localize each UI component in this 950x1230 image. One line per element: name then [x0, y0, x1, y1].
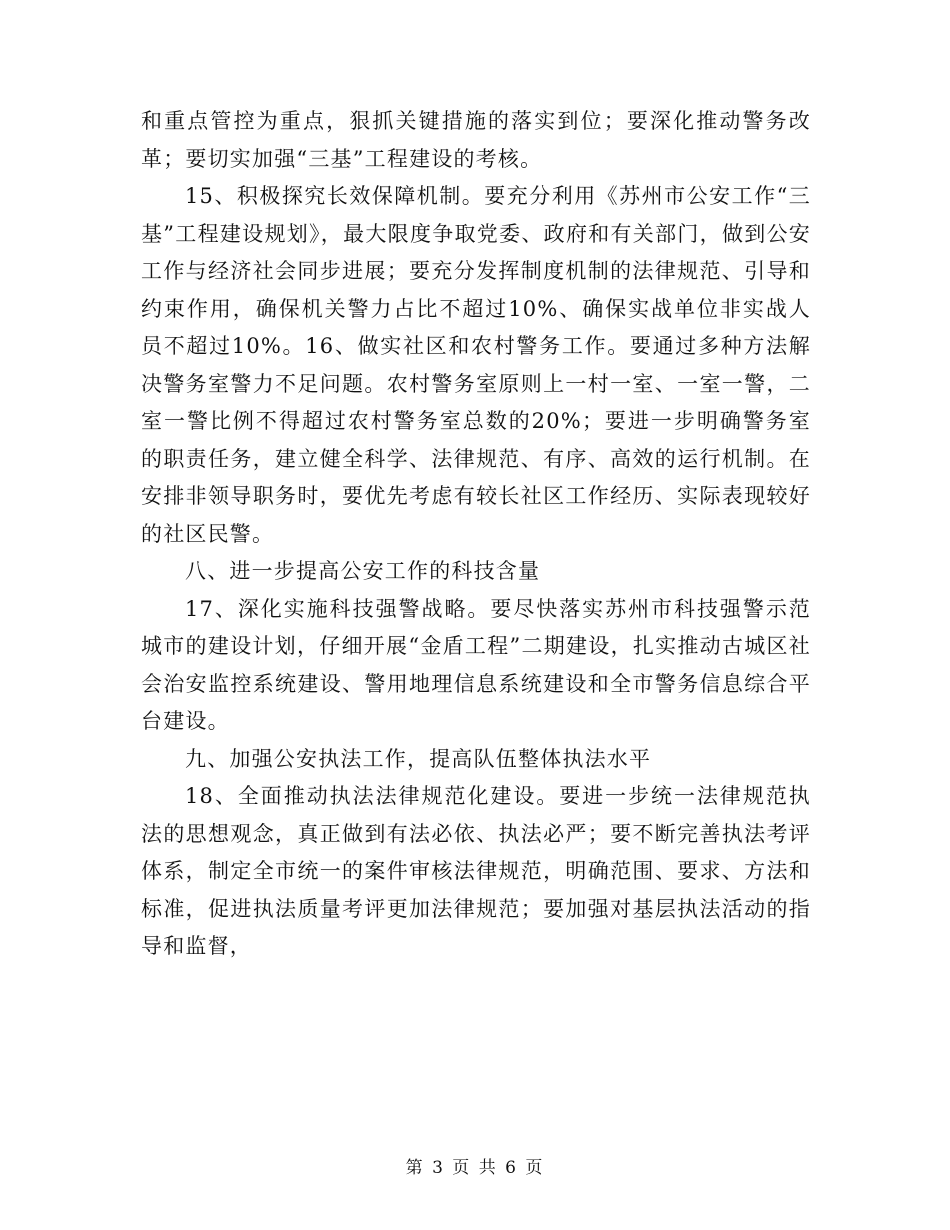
page-number-footer: 第 3 页 共 6 页	[405, 1158, 545, 1178]
paragraph-item-17: 17、深化实施科技强警战略。要尽快落实苏州市科技强警示范城市的建设计划，仔细开展“金盾工程”二期建设，扎实推动古城区社会治安监控系统建设、警用地理信息系统建设和全市警务信息综合平台建设。	[141, 596, 811, 733]
paragraph-continuation: 和重点管控为重点，狠抓关键措施的落实到位；要深化推动警务改革；要切实加强“三基”工程建设的考核。	[141, 109, 811, 171]
paragraph-item-18: 18、全面推动执法法律规范化建设。要进一步统一法律规范执法的思想观念，真正做到有法必依、执法必严；要不断完善执法考评体系，制定全市统一的案件审核法律规范，明确范围、要求、方法和标准，促进执法质量考评更加法律规范；要加强对基层执法活动的指导和监督，	[141, 784, 811, 958]
paragraph-item-15-16: 15、积极探究长效保障机制。要充分利用《苏州市公安工作“三基”工程建设规划》，最大限度争取党委、政府和有关部门，做到公安工作与经济社会同步进展；要充分发挥制度机制的法律规范、引导和约束作用，确保机关警力占比不超过10%、确保实战单位非实战人员不超过10%。16、做实社区和农村警务工作。要通过多种方法解决警务室警力不足问题。农村警务室原则上一村一室、一室一警，二室一警比例不得超过农村警务室总数的20%；要进一步明确警务室的职责任务，建立健全科学、法律规范、有序、高效的运行机制。在安排非领导职务时，要优先考虑有较长社区工作经历、实际表现较好的社区民警。	[141, 184, 811, 546]
section-heading-9: 九、加强公安执法工作，提高队伍整体执法水平	[185, 746, 652, 771]
section-heading-8: 八、进一步提高公安工作的科技含量	[185, 559, 541, 583]
document-body	[141, 103, 811, 966]
